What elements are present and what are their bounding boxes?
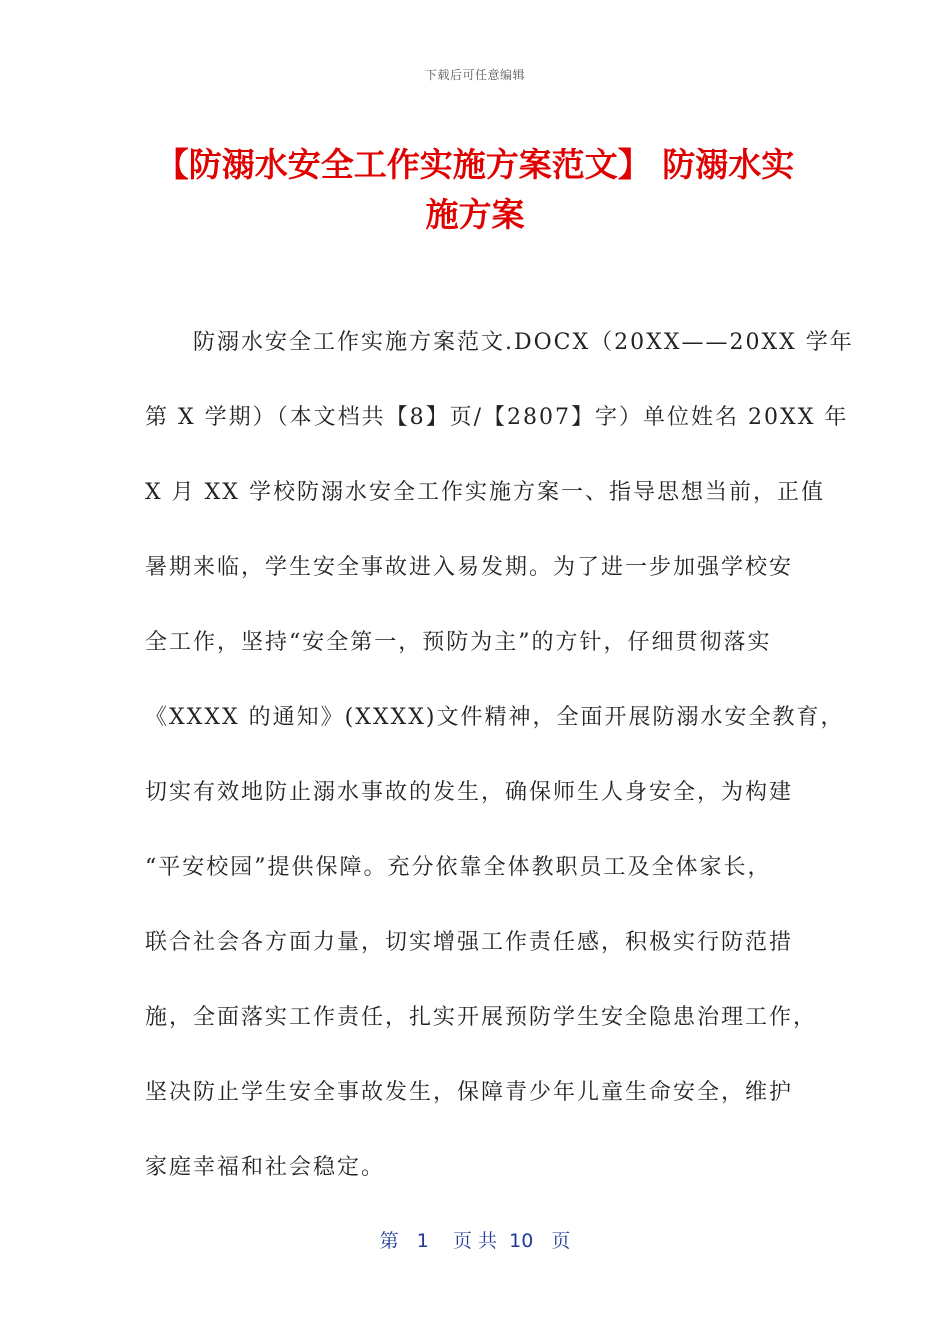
page-footer [0, 1226, 950, 1253]
body-line: X 月 XX 学校防溺水安全工作实施方案一、指导思想当前，正值 [145, 480, 825, 505]
header-note: 下载后可任意编辑 [424, 68, 525, 82]
footer-middle: 页 共 [452, 1230, 498, 1252]
body-line: 联合社会各方面力量，切实增强工作责任感，积极实行防范措 [145, 930, 794, 955]
body-line: “平安校园”提供保障。充分依靠全体教职员工及全体家长， [145, 855, 772, 880]
body-line: 坚决防止学生安全事故发生，保障青少年儿童生命安全，维护 [145, 1080, 794, 1105]
footer-suffix: 页 [551, 1230, 571, 1252]
title-line: 施方案 [425, 195, 525, 234]
body-line: 施，全面落实工作责任，扎实开展预防学生安全隐患治理工作， [145, 1005, 818, 1030]
body-line: 全工作，坚持“安全第一，预防为主”的方针，仔细贯彻落实 [145, 630, 772, 655]
body-line: 《XXXX 的通知》(XXXX)文件精神，全面开展防溺水安全教育， [145, 705, 845, 730]
footer-prefix: 第 [379, 1230, 399, 1252]
body-line: 暑期来临，学生安全事故进入易发期。为了进一步加强学校安 [145, 555, 794, 580]
document-body [145, 318, 854, 1218]
document-title [140, 140, 810, 240]
title-line: 【防溺水安全工作实施方案范文】 防溺水实 [155, 145, 795, 184]
total-pages-number: 10 [509, 1230, 534, 1252]
body-line: 第 X 学期）（本文档共【8】页/【2807】字）单位姓名 20XX 年 [145, 405, 849, 430]
body-line: 切实有效地防止溺水事故的发生，确保师生人身安全，为构建 [145, 780, 794, 805]
body-line: 防溺水安全工作实施方案范文.DOCX（20XX——20XX 学年 [193, 330, 854, 355]
current-page-number: 1 [416, 1230, 429, 1252]
body-line: 家庭幸福和社会稳定。 [145, 1155, 386, 1180]
